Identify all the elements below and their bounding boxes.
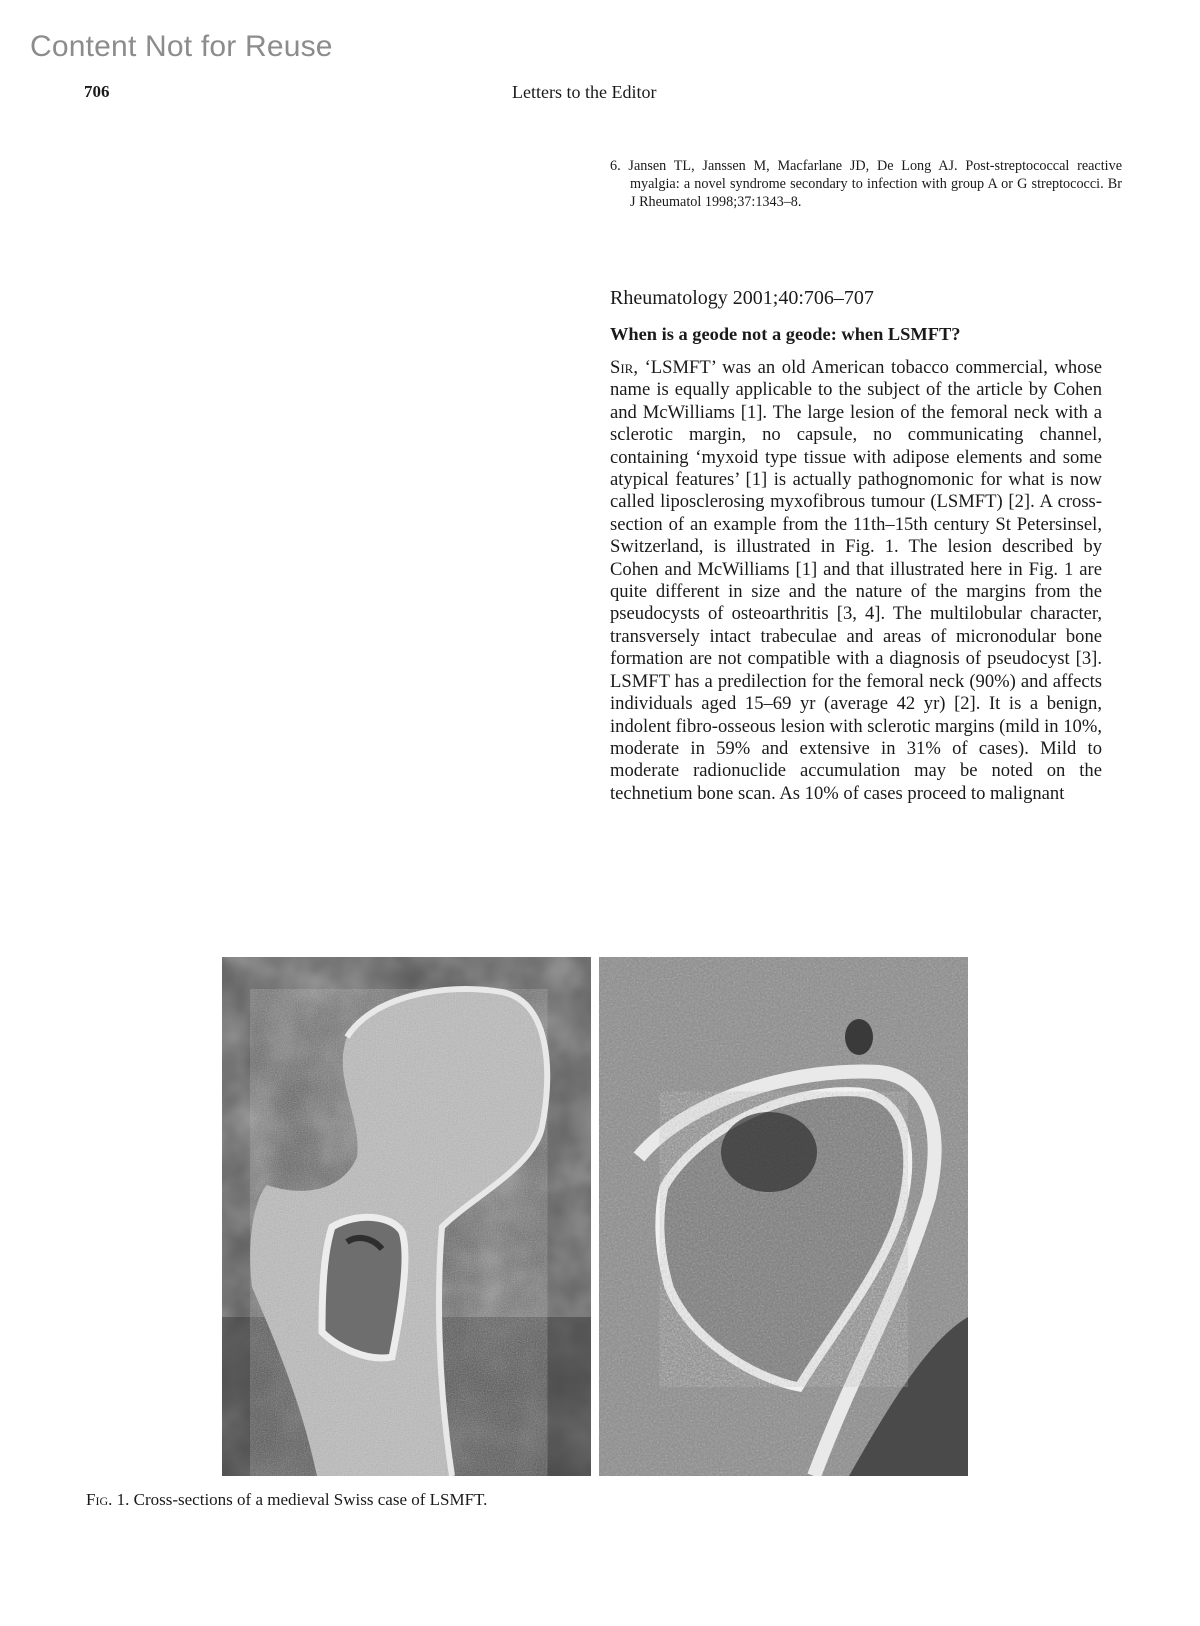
figure-caption	[86, 1490, 487, 1510]
article-body-text: , ‘LSMFT’ was an old American tobacco commercial, whose name is equally applicable to the subject of the article by Cohen and McWilliams [1]. The large lesion of the femoral neck with a sclerotic margin, no capsule, no communicating channel, containing ‘myxoid type tissue with adipose elements and some atypical features’ [1] is actually pathognomonic for what is now called liposclerosing myxofibrous tumour (LSMFT) [2]. A cross-section of an example from the 11th–15th century St Petersinsel, Switzerland, is illustrated in Fig. 1. The lesion described by Cohen and McWilliams [1] and that illustrated here in Fig. 1 are quite different in size and the nature of the margins from the pseudocysts of osteoarthritis [3, 4]. The multilobular character, transversely intact trabeculae and areas of micronodular bone formation are not compatible with a diagnosis of pseudocyst [3]. LSMFT has a predilection for the femoral neck (90%) and affects individuals aged 15–69 yr (average 42 yr) [2]. It is a benign, indolent fibro-osseous lesion with sclerotic margins (mild in 10%, moderate in 59% and extensive in 31% of cases). Mild to moderate radionuclide accumulation may be noted on the technetium bone scan. As 10% of cases proceed to malignant	[610, 357, 1102, 804]
running-head: Letters to the Editor	[512, 82, 657, 102]
figure-image-lesion-closeup	[599, 957, 968, 1476]
page-number: 706	[84, 82, 110, 101]
figure-image-femur-section	[222, 957, 591, 1476]
article-body	[610, 357, 1102, 805]
salutation: Sir	[610, 357, 634, 378]
article-citation: Rheumatology 2001;40:706–707	[610, 287, 874, 309]
watermark: Content Not for Reuse	[30, 30, 333, 63]
figure-caption-text: Cross-sections of a medieval Swiss case of LSMFT.	[133, 1490, 488, 1509]
figure-label: Fig. 1.	[86, 1490, 130, 1509]
reference-entry: 6. Jansen TL, Janssen M, Macfarlane JD, De Long AJ. Post-streptococcal reactive myalgia: a novel syndrome secondary to infection with group A or G streptococci. Br J Rheumatol 1998;37:1343–8.	[610, 158, 1122, 210]
article-title: When is a geode not a geode: when LSMFT?	[610, 324, 961, 344]
